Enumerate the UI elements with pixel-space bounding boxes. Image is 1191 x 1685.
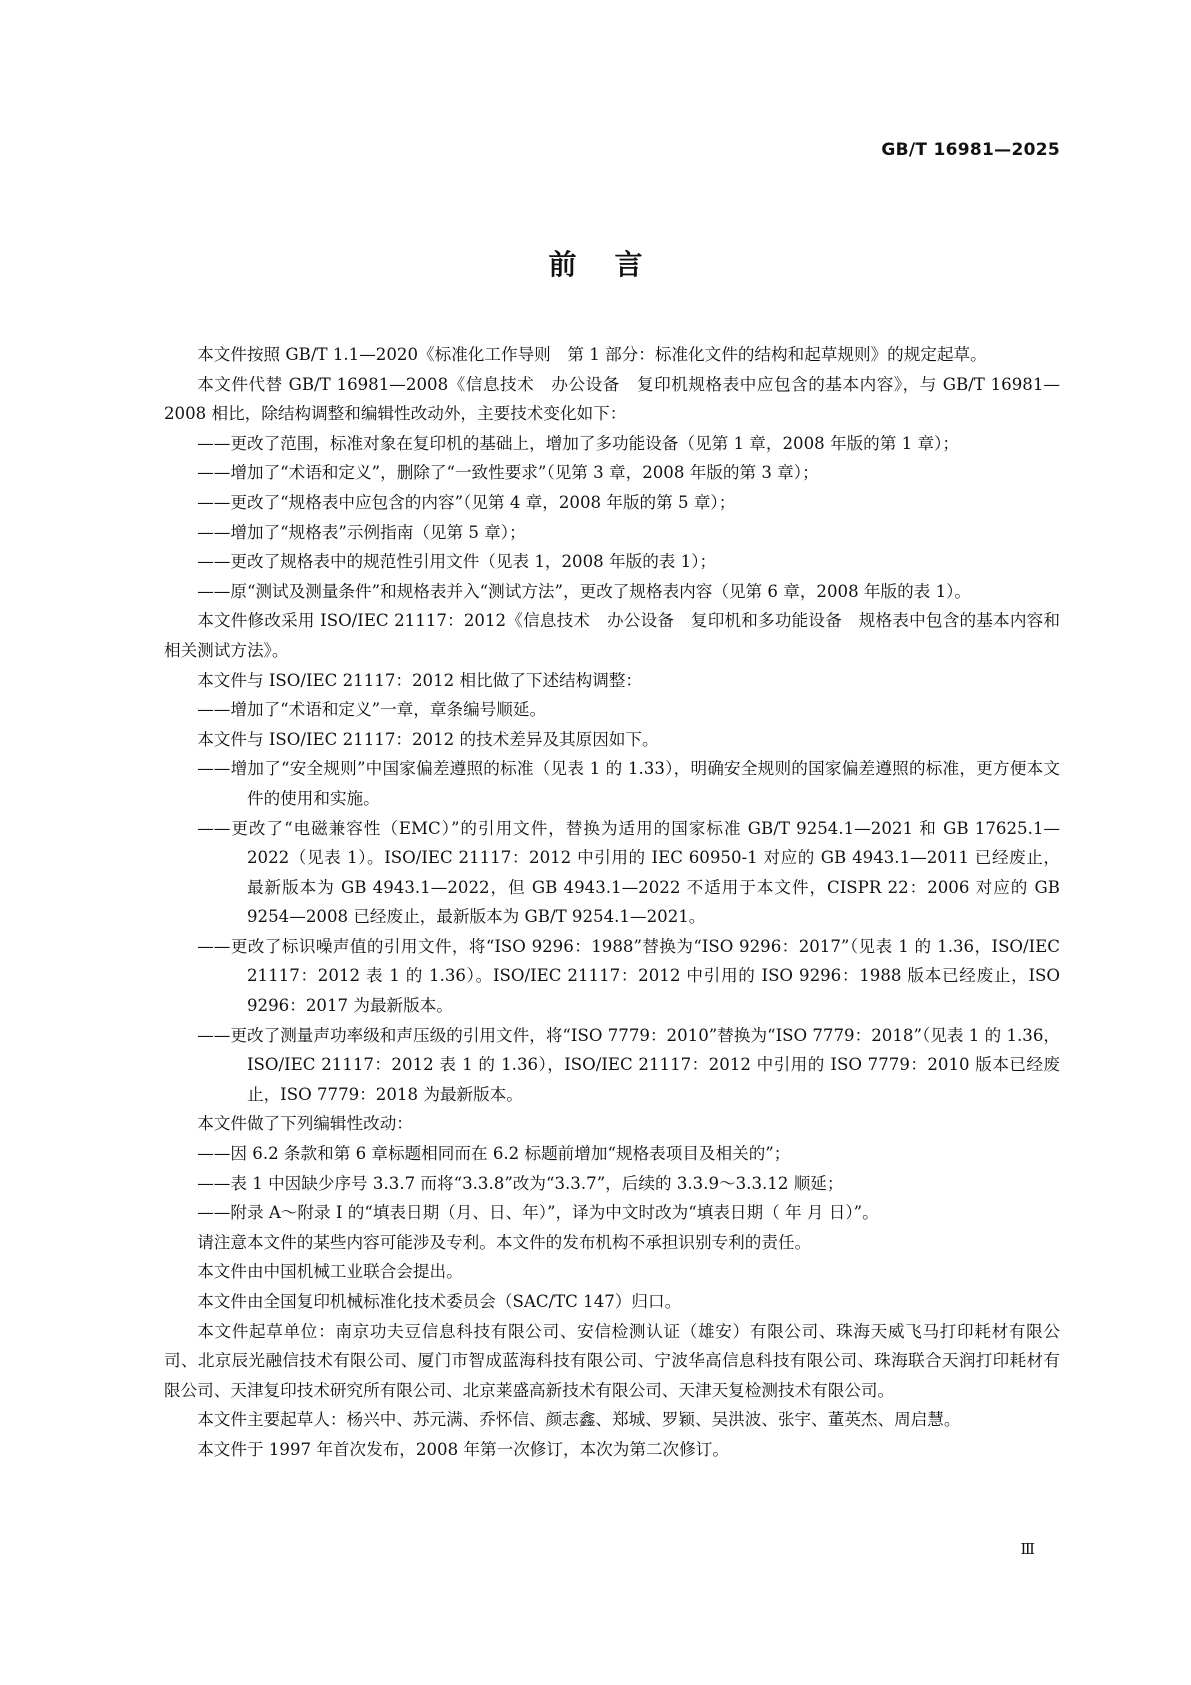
paragraph: 本文件由全国复印机械标准化技术委员会（SAC/TC 147）归口。 <box>197 1292 682 1311</box>
page-title: 前言 <box>548 248 681 281</box>
list-item: ——更改了“电磁兼容性（EMC）”的引用文件，替换为适用的国家标准 GB/T 9254.1—2021 和 GB 17625.1—2022（见表 1）。ISO/IEC 21117：2012 中引用的 IEC 60950-1 对应的 GB 4943.1—2011 已经废止，最新版本为 GB 4943.1—2022，但 GB 4943.1—2022 不适用于本文件，CISPR 22：2006 对应的 GB 9254—2008 已经废止，最新版本为 GB/T 9254.1—2021。 <box>197 818 1060 927</box>
paragraph: 本文件由中国机械工业联合会提出。 <box>197 1262 463 1282</box>
standard-number: GB/T 16981—2025 <box>881 140 1060 160</box>
paragraph: 本文件主要起草人：杨兴中、苏元满、乔怀信、颜志鑫、郑城、罗颖、吴洪波、张宇、董英杰、周启慧。 <box>197 1410 961 1430</box>
paragraph: 本文件代替 GB/T 16981—2008《信息技术 办公设备 复印机规格表中应包含的基本内容》，与 GB/T 16981—2008 相比，除结构调整和编辑性改动外，主要技术变化如下： <box>164 374 1060 424</box>
list-item: ——更改了范围，标准对象在复印机的基础上，增加了多功能设备（见第 1 章，2008 年版的第 1 章）； <box>197 433 959 453</box>
list-item: ——增加了“术语和定义”一章，章条编号顺延。 <box>197 700 547 720</box>
list-item: ——更改了规格表中的规范性引用文件（见表 1，2008 年版的表 1）； <box>197 552 717 572</box>
paragraph: 本文件修改采用 ISO/IEC 21117：2012《信息技术 办公设备 复印机和多功能设备 规格表中包含的基本内容和相关测试方法》。 <box>164 611 1060 660</box>
list-item: ——增加了“术语和定义”，删除了“一致性要求”（见第 3 章，2008 年版的第 3 章）； <box>197 463 819 483</box>
list-item: ——增加了“规格表”示例指南（见第 5 章）； <box>197 522 526 542</box>
page-number: Ⅲ <box>1020 1540 1035 1558</box>
paragraph: 请注意本文件的某些内容可能涉及专利。本文件的发布机构不承担识别专利的责任。 <box>197 1232 812 1252</box>
foreword-body <box>164 340 1060 1465</box>
paragraph: 本文件起草单位：南京功夫豆信息科技有限公司、安信检测认证（雄安）有限公司、珠海天威飞马打印耗材有限公司、北京辰光融信技术有限公司、厦门市智成蓝海科技有限公司、宁波华高信息科技有限公司、珠海联合天润打印耗材有限公司、天津复印技术研究所有限公司、北京莱盛高新技术有限公司、天津天复检测技术有限公司。 <box>164 1321 1060 1400</box>
list-item: ——更改了测量声功率级和声压级的引用文件，将“ISO 7779：2010”替换为“ISO 7779：2018”（见表 1 的 1.36，ISO/IEC 21117：2012 表 1 的 1.36），ISO/IEC 21117：2012 中引用的 ISO 7779：2010 版本已经废止，ISO 7779：2018 为最新版本。 <box>197 1025 1060 1104</box>
paragraph: 本文件做了下列编辑性改动： <box>197 1114 413 1134</box>
list-item: ——原“测试及测量条件”和规格表并入“测试方法”，更改了规格表内容（见第 6 章，2008 年版的表 1）。 <box>197 581 972 601</box>
list-item: ——更改了标识噪声值的引用文件，将“ISO 9296：1988”替换为“ISO 9296：2017”（见表 1 的 1.36，ISO/IEC 21117：2012 表 1 的 1.36）。ISO/IEC 21117：2012 中引用的 ISO 9296：1988 版本已经废止，ISO 9296：2017 为最新版本。 <box>197 936 1060 1016</box>
paragraph: 本文件于 1997 年首次发布，2008 年第一次修订，本次为第二次修订。 <box>197 1439 729 1459</box>
paragraph: 本文件按照 GB/T 1.1—2020《标准化工作导则 第 1 部分：标准化文件的结构和起草规则》的规定起草。 <box>197 345 987 364</box>
list-item: ——更改了“规格表中应包含的内容”（见第 4 章，2008 年版的第 5 章）； <box>197 492 736 512</box>
list-item: ——因 6.2 条款和第 6 章标题相同而在 6.2 标题前增加“规格表项目及相关的”； <box>197 1144 791 1164</box>
paragraph: 本文件与 ISO/IEC 21117：2012 相比做了下述结构调整： <box>197 670 643 690</box>
paragraph: 本文件与 ISO/IEC 21117：2012 的技术差异及其原因如下。 <box>197 729 659 749</box>
list-item: ——附录 A～附录 I 的“填表日期（月、日、年）”，译为中文时改为“填表日期（ 年 月 日）”。 <box>197 1203 879 1223</box>
list-item: ——增加了“安全规则”中国家偏差遵照的标准（见表 1 的 1.33），明确安全规则的国家偏差遵照的标准，更方便本文件的使用和实施。 <box>197 759 1060 808</box>
list-item: ——表 1 中因缺少序号 3.3.7 而将“3.3.8”改为“3.3.7”，后续的 3.3.9～3.3.12 顺延； <box>197 1173 844 1193</box>
